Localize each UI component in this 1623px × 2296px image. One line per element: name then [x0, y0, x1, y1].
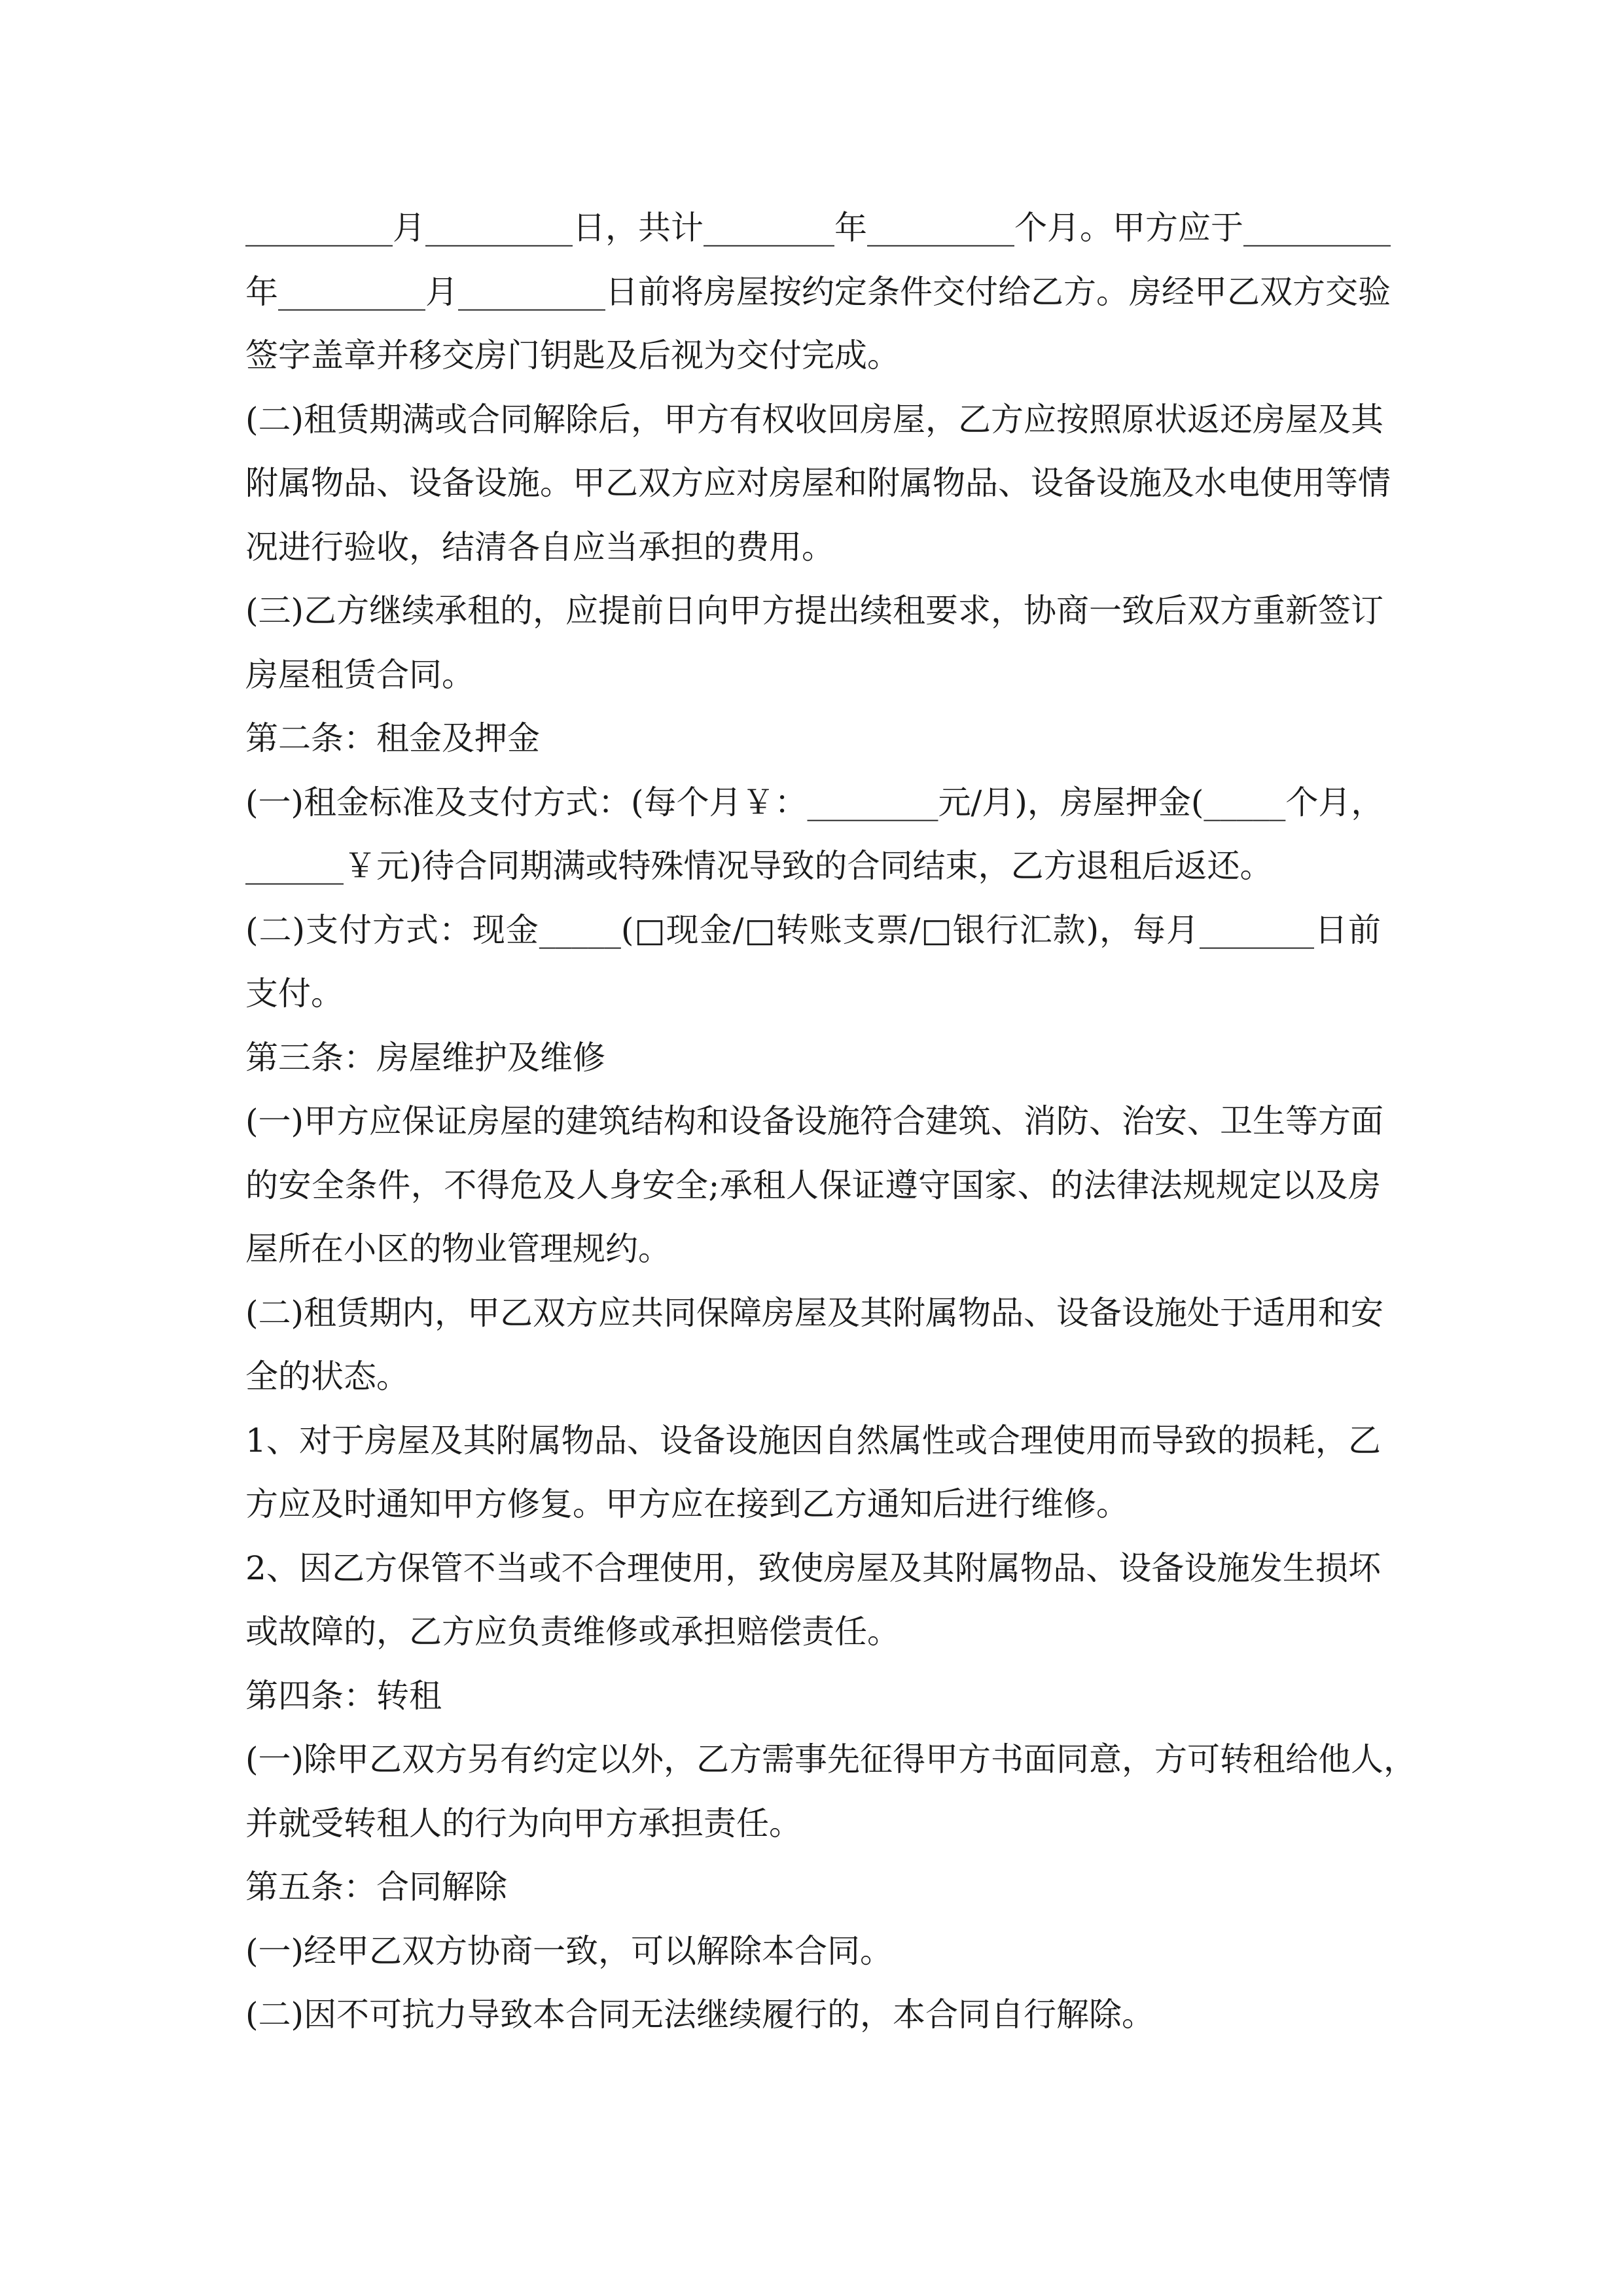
text-line: 或故障的，乙方应负责维修或承担赔偿责任。: [245, 1613, 900, 1651]
document-page: [245, 196, 1417, 2047]
text-line: (二)因不可抗力导致本合同无法继续履行的，本合同自行解除。: [245, 1996, 1155, 2034]
section-heading: 第五条：合同解除: [245, 1868, 507, 1906]
text-line: 的安全条件，不得危及人身安全;承租人保证遵守国家、的法律法规规定以及房: [245, 1166, 1381, 1204]
text-line: 支付。: [245, 975, 344, 1013]
text-line: 签字盖章并移交房门钥匙及后视为交付完成。: [245, 336, 900, 374]
text-line: 屋所在小区的物业管理规约。: [245, 1230, 671, 1268]
text-line: 年_________月_________日前将房屋按约定条件交付给乙方。房经甲乙双方交验: [245, 272, 1391, 311]
text-line: 全的状态。: [245, 1357, 409, 1395]
text-line: 况进行验收，结清各自应当承担的费用。: [245, 528, 834, 566]
section-heading: 第二条：租金及押金: [245, 719, 540, 757]
text-line: (一)甲方应保证房屋的建筑结构和设备设施符合建筑、消防、治安、卫生等方面: [245, 1102, 1384, 1140]
text-line: (一)除甲乙双方另有约定以外，乙方需事先征得甲方书面同意，方可转租给他人，: [245, 1740, 1417, 1778]
text-line: (一)租金标准及支付方式：(每个月￥：________元/月)，房屋押金(_____个月，: [245, 783, 1384, 821]
text-line: (三)乙方继续承租的，应提前日向甲方提出续租要求，协商一致后双方重新签订: [245, 592, 1384, 630]
text-line: (一)经甲乙双方协商一致，可以解除本合同。: [245, 1931, 893, 1970]
text-line: (二)租赁期内，甲乙双方应共同保障房屋及其附属物品、设备设施处于适用和安: [245, 1293, 1384, 1332]
text-line: 2、因乙方保管不当或不合理使用，致使房屋及其附属物品、设备设施发生损坏: [245, 1549, 1381, 1587]
text-line: ______￥元)待合同期满或特殊情况导致的合同结束，乙方退租后返还。: [245, 847, 1273, 885]
section-heading: 第四条：转租: [245, 1676, 442, 1715]
text-line: (二)租赁期满或合同解除后，甲方有权收回房屋，乙方应按照原状返还房屋及其: [245, 400, 1384, 439]
text-line: 1、对于房屋及其附属物品、设备设施因自然属性或合理使用而导致的损耗，乙: [245, 1421, 1381, 1460]
text-line: _________月_________日，共计________年_________个月。甲方应于_________: [245, 209, 1391, 247]
section-heading: 第三条：房屋维护及维修: [245, 1038, 605, 1077]
text-line: 方应及时通知甲方修复。甲方应在接到乙方通知后进行维修。: [245, 1485, 1129, 1523]
text-line: (二)支付方式：现金_____(□现金/□转账支票/□银行汇款)，每月_______日前: [245, 910, 1381, 949]
text-line: 房屋租赁合同。: [245, 655, 474, 694]
text-line: 附属物品、设备设施。甲乙双方应对房屋和附属物品、设备设施及水电使用等情: [245, 464, 1391, 502]
text-line: 并就受转租人的行为向甲方承担责任。: [245, 1804, 802, 1842]
